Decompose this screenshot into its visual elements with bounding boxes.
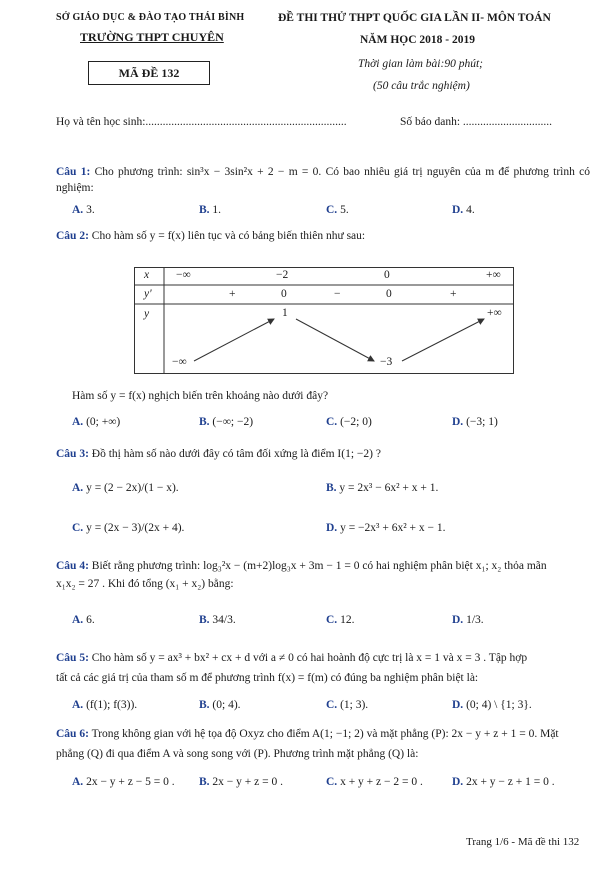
y-row-label: y: [144, 308, 150, 320]
candidate-number-field: Số báo danh: ...............................: [400, 116, 553, 128]
school-name: TRƯỜNG THPT CHUYÊN: [80, 30, 224, 44]
student-name-field: Họ và tên học sinh:......................................................................: [56, 116, 347, 128]
answer-b[interactable]: B. 34/3.: [199, 614, 236, 626]
answer-d[interactable]: D. 1/3.: [452, 614, 484, 626]
answer-d[interactable]: D. (0; 4) \ {1; 3}.: [452, 699, 532, 711]
question-4: Câu 4: Biết rằng phương trình: log₃²x − (m+2)log₃x + 3m − 1 = 0 có hai nghiệm phân biệt x₁; x₂ thỏa mãn: [56, 560, 547, 572]
derivative-sign: +: [450, 288, 457, 300]
answer-c[interactable]: C. (1; 3).: [326, 699, 369, 711]
answer-b[interactable]: B. 2x − y + z = 0 .: [199, 776, 283, 788]
y-value: −∞: [172, 356, 187, 368]
question-2: Câu 2: Cho hàm số y = f(x) liên tục và có bảng biến thiên như sau:: [56, 230, 366, 242]
question-text: Cho phương trình: sin³x − 3sin²x + 2 − m = 0. Có bao nhiêu giá trị nguyên của m để phương trình có nghiệm:: [56, 166, 590, 194]
derivative-sign: +: [229, 288, 236, 300]
y-value: −3: [380, 356, 393, 368]
question-1: [56, 164, 590, 196]
x-value: +∞: [486, 269, 501, 281]
answer-d[interactable]: D. (−3; 1): [452, 416, 498, 428]
time-limit: Thời gian làm bài:90 phút;: [358, 58, 483, 70]
derivative-sign: 0: [281, 288, 287, 300]
answer-a[interactable]: A. (0; +∞): [72, 416, 121, 428]
question-6-cont: phẳng (Q) đi qua điểm A và song song với (P). Phương trình mặt phẳng (Q) là:: [56, 748, 419, 760]
derivative-sign: 0: [386, 288, 392, 300]
answer-b[interactable]: B. 1.: [199, 204, 222, 216]
question-2-sub: Hàm số y = f(x) nghịch biến trên khoảng nào dưới đây?: [72, 390, 329, 402]
question-4-cont: x₁x₂ = 27 . Khi đó tổng (x₁ + x₂) bằng:: [56, 578, 234, 590]
exam-code-box: MÃ ĐỀ 132: [88, 61, 210, 85]
question-count: (50 câu trắc nghiệm): [373, 80, 470, 92]
answer-c[interactable]: C. (−2; 0): [326, 416, 372, 428]
answer-b[interactable]: B. (0; 4).: [199, 699, 241, 711]
variation-table: [134, 267, 514, 374]
answer-a[interactable]: A. 3.: [72, 204, 95, 216]
answer-c[interactable]: C. y = (2x − 3)/(2x + 4).: [72, 522, 185, 534]
x-value: −2: [276, 269, 289, 281]
answer-a[interactable]: A. 2x − y + z − 5 = 0 .: [72, 776, 175, 788]
answer-b[interactable]: B. (−∞; −2): [199, 416, 254, 428]
answer-a[interactable]: A. (f(1); f(3)).: [72, 699, 138, 711]
answer-d[interactable]: D. 2x + y − z + 1 = 0 .: [452, 776, 555, 788]
school-year: NĂM HỌC 2018 - 2019: [360, 34, 475, 46]
answer-d[interactable]: D. 4.: [452, 204, 475, 216]
question-3: Câu 3: Đồ thị hàm số nào dưới đây có tâm đối xứng là điểm I(1; −2) ?: [56, 448, 381, 460]
answer-b[interactable]: B. y = 2x³ − 6x² + x + 1.: [326, 482, 439, 494]
department-name: SỞ GIÁO DỤC & ĐÀO TẠO THÁI BÌNH: [56, 12, 245, 23]
question-6: Câu 6: Trong không gian với hệ tọa độ Oxyz cho điểm A(1; −1; 2) và mặt phẳng (P): 2x − y + z + 1 = 0. Mặt: [56, 728, 559, 740]
y-value: 1: [282, 307, 288, 319]
answer-c[interactable]: C. 12.: [326, 614, 355, 626]
x-value: 0: [384, 269, 390, 281]
answer-c[interactable]: C. 5.: [326, 204, 349, 216]
answer-c[interactable]: C. x + y + z − 2 = 0 .: [326, 776, 423, 788]
answer-a[interactable]: A. 6.: [72, 614, 95, 626]
exam-title: ĐỀ THI THỬ THPT QUỐC GIA LẦN II- MÔN TOÁN: [278, 12, 551, 24]
y-value: +∞: [487, 307, 502, 319]
derivative-sign: −: [334, 288, 341, 300]
answer-d[interactable]: D. y = −2x³ + 6x² + x − 1.: [326, 522, 446, 534]
question-label: Câu 1:: [56, 166, 91, 178]
question-5-cont: tất cả các giá trị của tham số m để phương trình f(x) = f(m) có đúng ba nghiệm phân biệt là:: [56, 672, 479, 684]
page-footer: Trang 1/6 - Mã đề thi 132: [466, 836, 580, 848]
answer-a[interactable]: A. y = (2 − 2x)/(1 − x).: [72, 482, 179, 494]
yprime-row-label: y': [144, 288, 152, 300]
x-value: −∞: [176, 269, 191, 281]
question-5: Câu 5: Cho hàm số y = ax³ + bx² + cx + d với a ≠ 0 có hai hoành độ cực trị là x = 1 và x = 3 . Tập hợp: [56, 652, 528, 664]
x-row-label: x: [144, 269, 150, 281]
